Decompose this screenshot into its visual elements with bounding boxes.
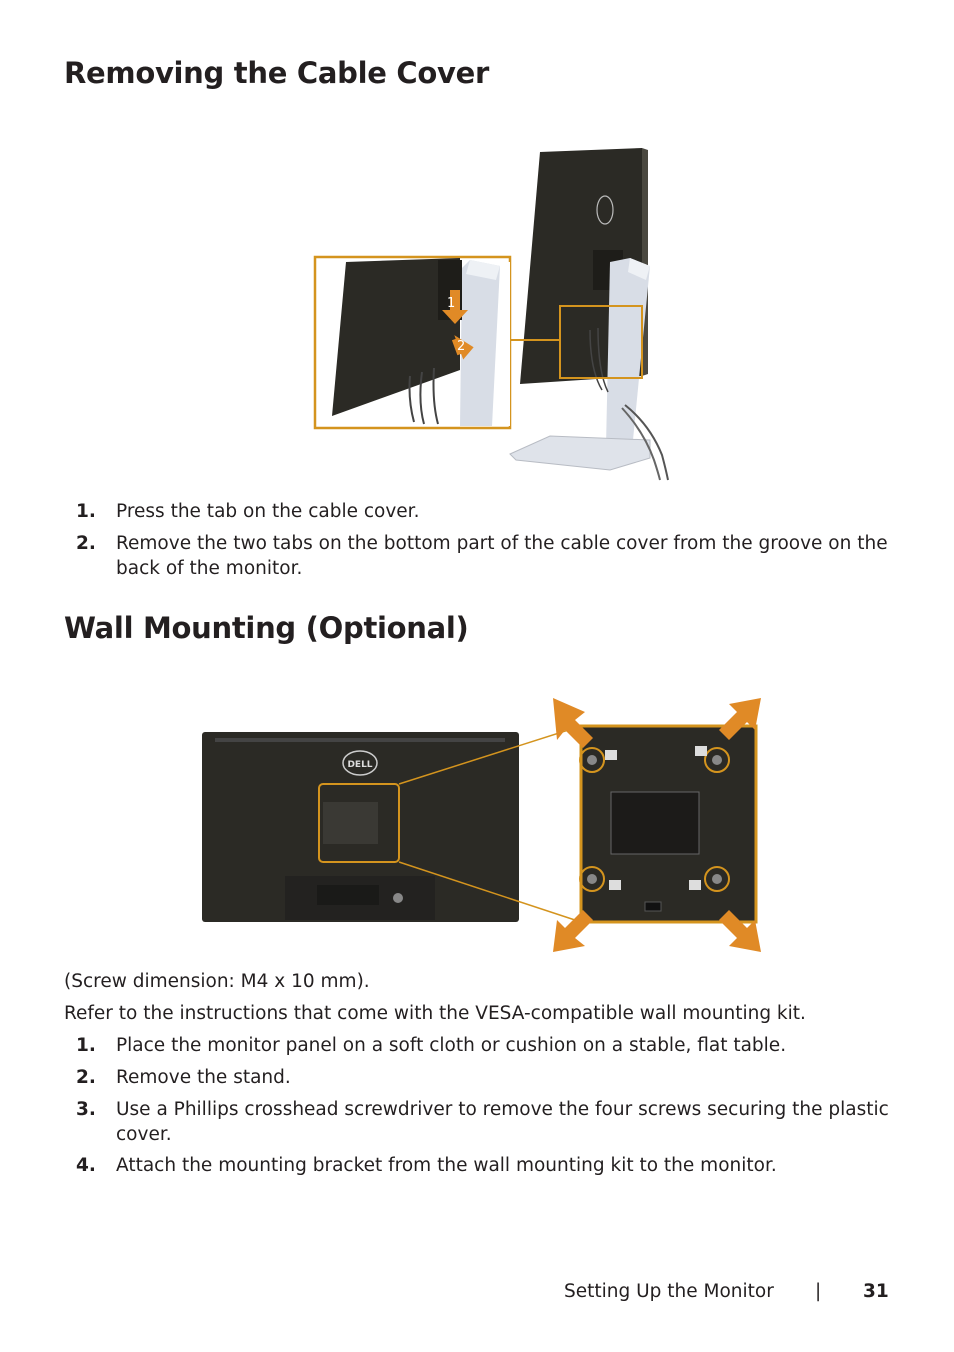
step-number: 3. <box>76 1099 96 1120</box>
page-number: 31 <box>863 1281 889 1302</box>
footer-section-title: Setting Up the Monitor <box>564 1281 774 1302</box>
step-number: 1. <box>76 1035 96 1056</box>
vesa-plate-detail <box>580 726 756 922</box>
arrow-down-left-icon <box>553 910 593 952</box>
arrow-up-left-icon <box>553 698 593 748</box>
step-text: Place the monitor panel on a soft cloth or cushion on a stable, flat table. <box>116 1035 787 1056</box>
step-number: 1. <box>76 501 96 522</box>
wall-mount-illustration <box>195 690 770 955</box>
screw-dimension-note: (Screw dimension: M4 x 10 mm). <box>64 971 370 992</box>
step-text: Press the tab on the cable cover. <box>116 501 420 522</box>
step-number: 2. <box>76 533 96 554</box>
zoomed-detail <box>315 257 510 428</box>
step-text: Use a Phillips crosshead screwdriver to remove the four screws securing the plastic cover. <box>116 1099 889 1145</box>
callout-number-2: 2 <box>457 339 466 354</box>
step-text: Remove the stand. <box>116 1067 291 1088</box>
step-number: 2. <box>76 1067 96 1088</box>
wall-mount-intro: Refer to the instructions that come with the VESA-compatible wall mounting kit. <box>64 1003 806 1024</box>
cable-cover-illustration <box>310 140 680 485</box>
heading-removing-cable-cover: Removing the Cable Cover <box>64 56 489 90</box>
monitor-side-view <box>510 148 668 480</box>
callout-number-1: 1 <box>447 296 456 311</box>
heading-wall-mounting: Wall Mounting (Optional) <box>64 611 469 645</box>
dell-logo: DELL <box>347 760 373 770</box>
step-text: Remove the two tabs on the bottom part of the cable cover from the groove on the back of the monitor. <box>116 533 888 579</box>
step-text: Attach the mounting bracket from the wall mounting kit to the monitor. <box>116 1155 777 1176</box>
footer-separator: | <box>815 1281 822 1302</box>
step-number: 4. <box>76 1155 96 1176</box>
